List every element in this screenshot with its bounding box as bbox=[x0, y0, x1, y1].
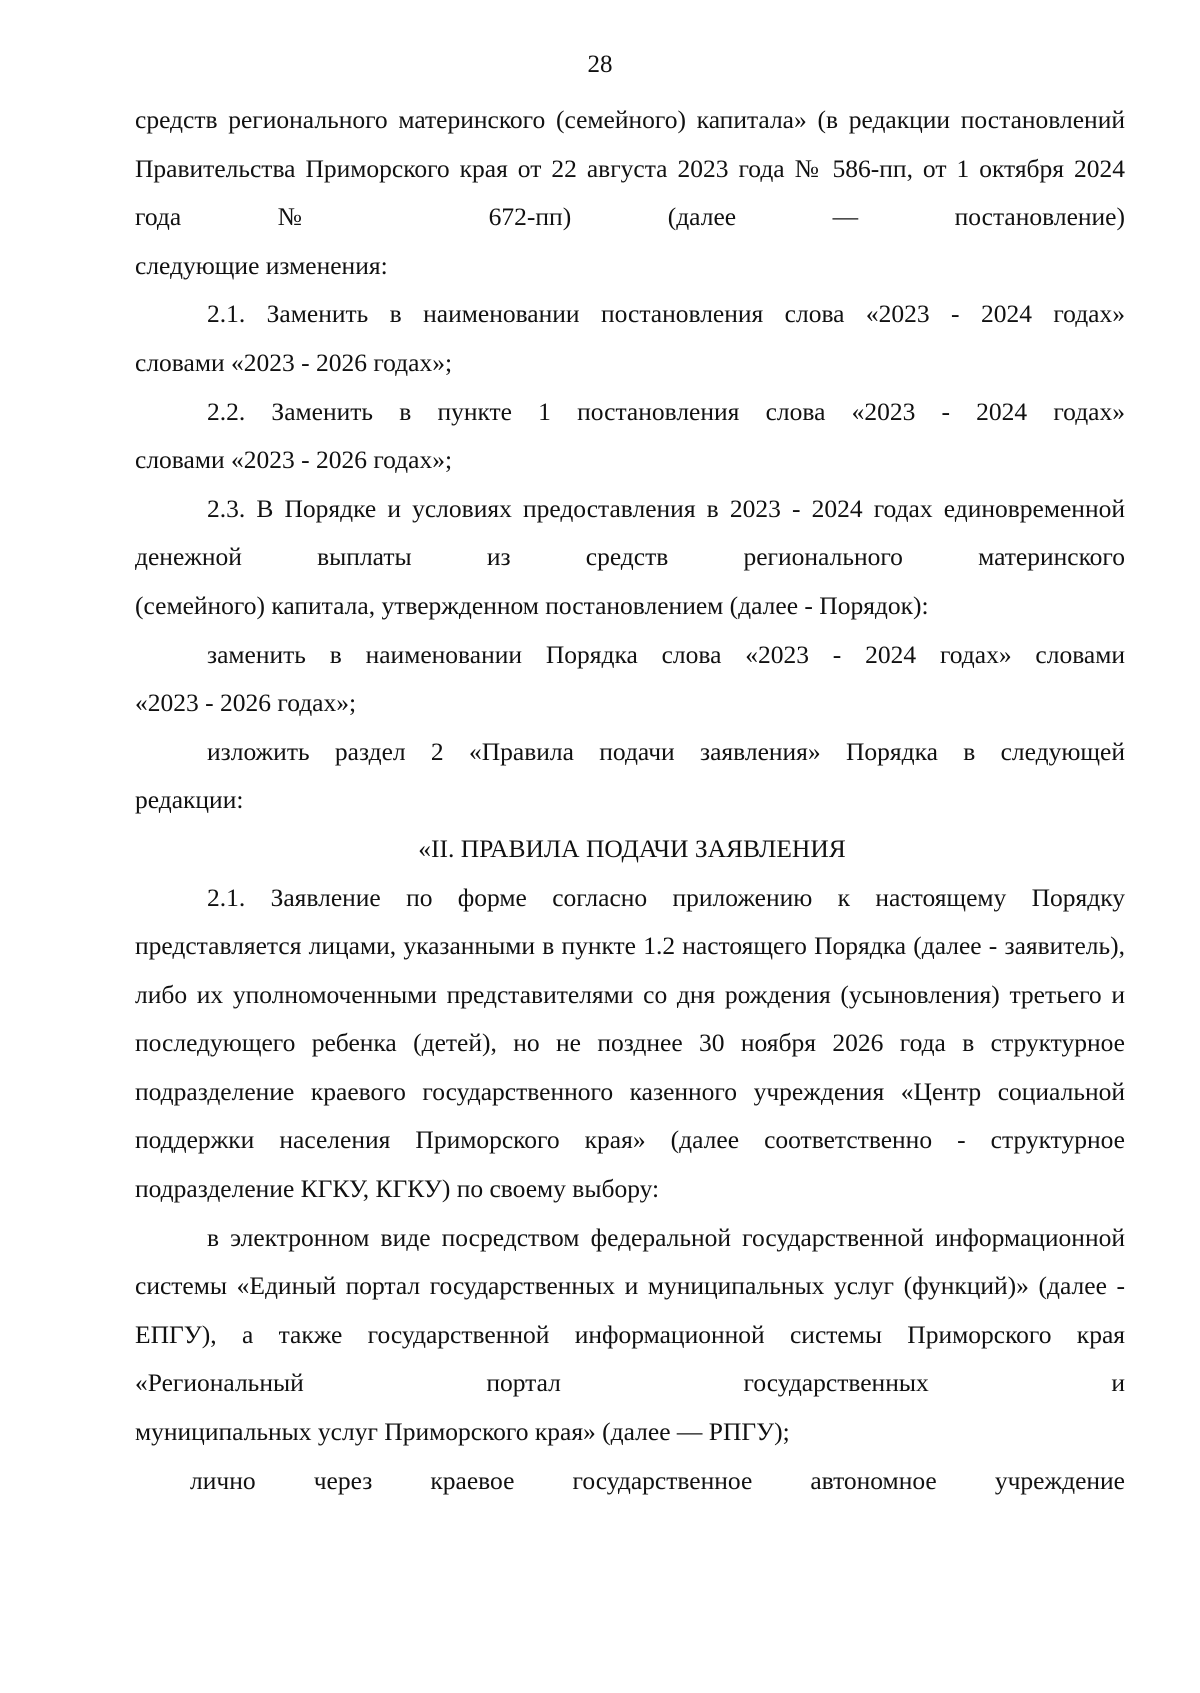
document-body bbox=[135, 96, 1125, 1505]
paragraph-7-tail: подразделение КГКУ, КГКУ) по своему выбору: bbox=[135, 1174, 660, 1204]
paragraph-3-text: 2.2. Заменить в пункте 1 постановления слова «2023 - 2024 годах» bbox=[207, 396, 1125, 426]
page-number: 28 bbox=[587, 51, 613, 78]
paragraph-9 bbox=[135, 1457, 1125, 1506]
paragraph-1-text: средств регионального материнского (семейного) капитала» (в редакции постановлений Правительства Приморского края от 22 августа 2023 года № 586-пп, от 1 октября 2024 года № 672-пп) (далее — постановление) bbox=[135, 105, 1125, 232]
section-heading: «II. ПРАВИЛА ПОДАЧИ ЗАЯВЛЕНИЯ bbox=[418, 833, 846, 863]
paragraph-8-tail: муниципальных услуг Приморского края» (далее — РПГУ); bbox=[135, 1417, 790, 1447]
paragraph-6-text: изложить раздел 2 «Правила подачи заявления» Порядка в следующей bbox=[207, 736, 1125, 766]
paragraph-5-tail: «2023 - 2026 годах»; bbox=[135, 688, 357, 718]
paragraph-7 bbox=[135, 874, 1125, 1214]
paragraph-9-text: лично через краевое государственное автономное учреждение bbox=[190, 1465, 1125, 1495]
paragraph-2-tail: словами «2023 - 2026 годах»; bbox=[135, 347, 453, 377]
paragraph-3 bbox=[135, 388, 1125, 485]
paragraph-1 bbox=[135, 96, 1125, 290]
paragraph-6 bbox=[135, 728, 1125, 825]
paragraph-2 bbox=[135, 290, 1125, 387]
paragraph-8 bbox=[135, 1214, 1125, 1457]
paragraph-2-text: 2.1. Заменить в наименовании постановления слова «2023 - 2024 годах» bbox=[207, 299, 1125, 329]
paragraph-3-tail: словами «2023 - 2026 годах»; bbox=[135, 445, 453, 475]
paragraph-7-text: 2.1. Заявление по форме согласно приложению к настоящему Порядку представляется лицами, указанными в пункте 1.2 настоящего Порядка (далее - заявитель), либо их уполномоченными представителями со дня рождения (усыновления) третьего и последующего ребенка (детей), но не позднее 30 ноября 2026 года в структурное подразделение краевого государственного казенного учреждения «Центр социальной поддержки населения Приморского края» (далее соответственно - структурное bbox=[135, 882, 1125, 1155]
paragraph-4-text: 2.3. В Порядке и условиях предоставления в 2023 - 2024 годах единовременной денежной выплаты из средств регионального материнского bbox=[135, 493, 1125, 572]
paragraph-5-text: заменить в наименовании Порядка слова «2023 - 2024 годах» словами bbox=[207, 639, 1125, 669]
paragraph-4-tail: (семейного) капитала, утвержденном постановлением (далее - Порядок): bbox=[135, 590, 929, 620]
paragraph-5 bbox=[135, 631, 1125, 728]
paragraph-4 bbox=[135, 485, 1125, 631]
paragraph-1-tail: следующие изменения: bbox=[135, 250, 388, 280]
paragraph-6-tail: редакции: bbox=[135, 785, 244, 815]
paragraph-8-text: в электронном виде посредством федеральной государственной информационной системы «Единый портал государственных и муниципальных услуг (функций)» (далее - ЕПГУ), а также государственной информационной системы Приморского края «Региональный портал государственных и bbox=[135, 1222, 1125, 1398]
